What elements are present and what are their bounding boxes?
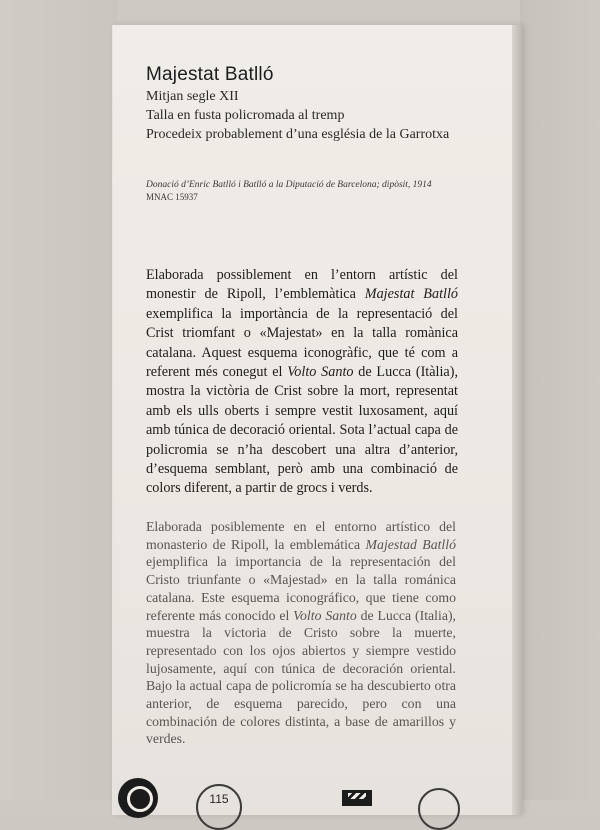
info-icon xyxy=(418,788,460,830)
catalan-text-part: Elaborada possiblement en l’entorn artístic del monestir de Ripoll, l’emblemàtica xyxy=(146,267,458,303)
spanish-text-part: Elaborada posiblemente en el entorno artístico del monasterio de Ripoll, la emblemática xyxy=(146,519,456,552)
catalan-emphasis: Volto Santo xyxy=(287,364,354,381)
catalan-emphasis: Majestat Batlló xyxy=(364,286,458,303)
description-catalan xyxy=(146,266,458,499)
artwork-provenance: Procedeix probablement d’una església de la Garrotxa xyxy=(146,127,450,142)
artwork-title: Majestat Batlló xyxy=(146,64,274,85)
catalan-text-part: de Lucca (Itàlia), mostra la victòria de Crist sobre la mort, representat amb els ulls oberts i sempre vestit luxosament, aquí amb túnica de decoració oriental. Sota l’actual capa de policromia se n’ha descobert una altra d’anterior, d’esquema semblant, però amb una combinació de colors diferent, a partir de grocs i verds. xyxy=(146,364,458,497)
spanish-text-part: ejemplifica la importancia de la representación del Cristo triunfante o «Majestad» en la talla románica catalana. Este esquema iconográfico, que tiene como referente más conocido el xyxy=(146,554,456,623)
number-badge-icon xyxy=(196,784,242,830)
wall-right xyxy=(520,0,600,800)
audio-number: 115 xyxy=(209,792,229,806)
panel-edge xyxy=(512,25,522,815)
spanish-emphasis: Volto Santo xyxy=(293,607,357,623)
description-spanish xyxy=(146,518,456,748)
credit-line: Donació d’Enric Batlló i Batlló a la Diputació de Barcelona; dipòsit, 1914 xyxy=(146,180,432,190)
audio-guide-icon xyxy=(118,778,158,818)
spanish-emphasis: Majestad Batlló xyxy=(365,536,456,552)
wall-left xyxy=(0,0,118,800)
accessibility-icon xyxy=(342,790,372,806)
spanish-text-part: de Lucca (Italia), muestra la victoria de Cristo sobre la muerte, representado con los ojos abiertos y siempre vestido lujosamente, aquí con túnica de decoración oriental. Bajo la actual capa de policromía se ha descubierto otra anterior, de esquema parecido, pero con una combinación de colores distinta, a base de amarillos y verdes. xyxy=(146,607,457,747)
artwork-date: Mitjan segle XII xyxy=(146,89,239,104)
artwork-technique: Talla en fusta policromada al tremp xyxy=(146,108,345,123)
catalan-text-part: exemplifica la importància de la representació del Crist triomfant o «Majestat» en la talla romànica catalana. Aquest esquema iconogràfic, que té com a referent més conegut el xyxy=(146,305,458,381)
inventory-number: MNAC 15937 xyxy=(146,192,198,202)
